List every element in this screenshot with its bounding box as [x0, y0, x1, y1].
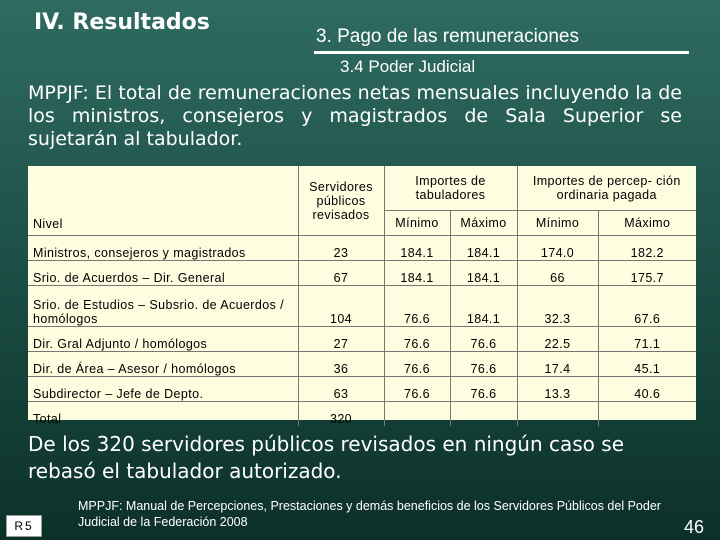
row-tab-min: 76.6: [384, 286, 450, 327]
table-row: [28, 286, 696, 327]
row-nivel: Srio. de Acuerdos – Dir. General: [28, 261, 298, 286]
row-perc-min: 32.3: [517, 286, 598, 327]
row-perc-min: 174.0: [517, 236, 598, 261]
row-perc-min: 22.5: [517, 327, 598, 352]
row-servidores: 36: [298, 352, 384, 377]
row-perc-min: 17.4: [517, 352, 598, 377]
total-empty-cell: [450, 402, 517, 427]
row-tab-min: 184.1: [384, 261, 450, 286]
row-perc-min: 13.3: [517, 377, 598, 402]
page-number: 46: [683, 517, 704, 537]
row-tab-min: 76.6: [384, 352, 450, 377]
row-tab-max: 76.6: [450, 377, 517, 402]
row-perc-max: 40.6: [598, 377, 696, 402]
subsection-title: 3. Pago de las remuneraciones: [316, 26, 579, 47]
subsubsection-title: 3.4 Poder Judicial: [340, 57, 476, 76]
header-tab-minimo: Mínimo: [384, 211, 450, 236]
row-nivel: Srio. de Estudios – Subsrio. de Acuerdos / homólogos: [28, 286, 298, 327]
row-nivel: Dir. Gral Adjunto / homólogos: [28, 327, 298, 352]
header-importes-percepcion: Importes de percep- ción ordinaria pagada: [517, 166, 696, 211]
row-servidores: 104: [298, 286, 384, 327]
row-perc-max: 175.7: [598, 261, 696, 286]
row-perc-max: 67.6: [598, 286, 696, 327]
row-nivel: Subdirector – Jefe de Depto.: [28, 377, 298, 402]
row-servidores: 67: [298, 261, 384, 286]
header-servidores: Servidores públicos revisados: [298, 166, 384, 236]
row-servidores: 23: [298, 236, 384, 261]
row-nivel: Dir. de Área – Asesor / homólogos: [28, 352, 298, 377]
table-total-row: [28, 402, 696, 427]
table-row: [28, 261, 696, 286]
row-tab-max: 76.6: [450, 327, 517, 352]
section-title: IV. Resultados: [34, 10, 210, 35]
table-row: [28, 236, 696, 261]
header-tab-maximo: Máximo: [450, 211, 517, 236]
conclusion-text: De los 320 servidores públicos revisados en ningún caso se rebasó el tabulador autorizado.: [28, 432, 624, 483]
table-header-row: [28, 166, 696, 211]
table-row: [28, 352, 696, 377]
row-perc-max: 71.1: [598, 327, 696, 352]
total-empty-cell: [517, 402, 598, 427]
row-tab-max: 184.1: [450, 261, 517, 286]
row-tab-max: 76.6: [450, 352, 517, 377]
header-importes-tabuladores: Importes de tabuladores: [384, 166, 517, 211]
row-servidores: 27: [298, 327, 384, 352]
header-perc-minimo: Mínimo: [517, 211, 598, 236]
footnote: MPPJF: Manual de Percepciones, Prestaciones y demás beneficios de los Servidores Públicos del Poder Judicial de la Federación 2008: [78, 499, 661, 529]
row-nivel: Ministros, consejeros y magistrados: [28, 236, 298, 261]
total-empty-cell: [598, 402, 696, 427]
row-perc-min: 66: [517, 261, 598, 286]
row-tab-min: 76.6: [384, 327, 450, 352]
title-divider: [314, 51, 689, 54]
reference-badge: R5: [6, 515, 42, 537]
row-tab-max: 184.1: [450, 286, 517, 327]
row-tab-min: 76.6: [384, 377, 450, 402]
row-perc-max: 182.2: [598, 236, 696, 261]
table-row: [28, 327, 696, 352]
table-row: [28, 377, 696, 402]
header-nivel: Nivel: [28, 166, 298, 236]
row-tab-max: 184.1: [450, 236, 517, 261]
row-tab-min: 184.1: [384, 236, 450, 261]
remuneration-table: [28, 166, 696, 426]
row-perc-max: 45.1: [598, 352, 696, 377]
row-servidores: 63: [298, 377, 384, 402]
total-empty-cell: [384, 402, 450, 427]
total-servidores: 320: [298, 402, 384, 427]
total-label: Total: [28, 402, 298, 427]
header-perc-maximo: Máximo: [598, 211, 696, 236]
intro-paragraph: MPPJF: El total de remuneraciones netas mensuales incluyendo la de los ministros, consejeros y magistrados de Sala Superior se sujetarán al tabulador.: [28, 82, 682, 150]
